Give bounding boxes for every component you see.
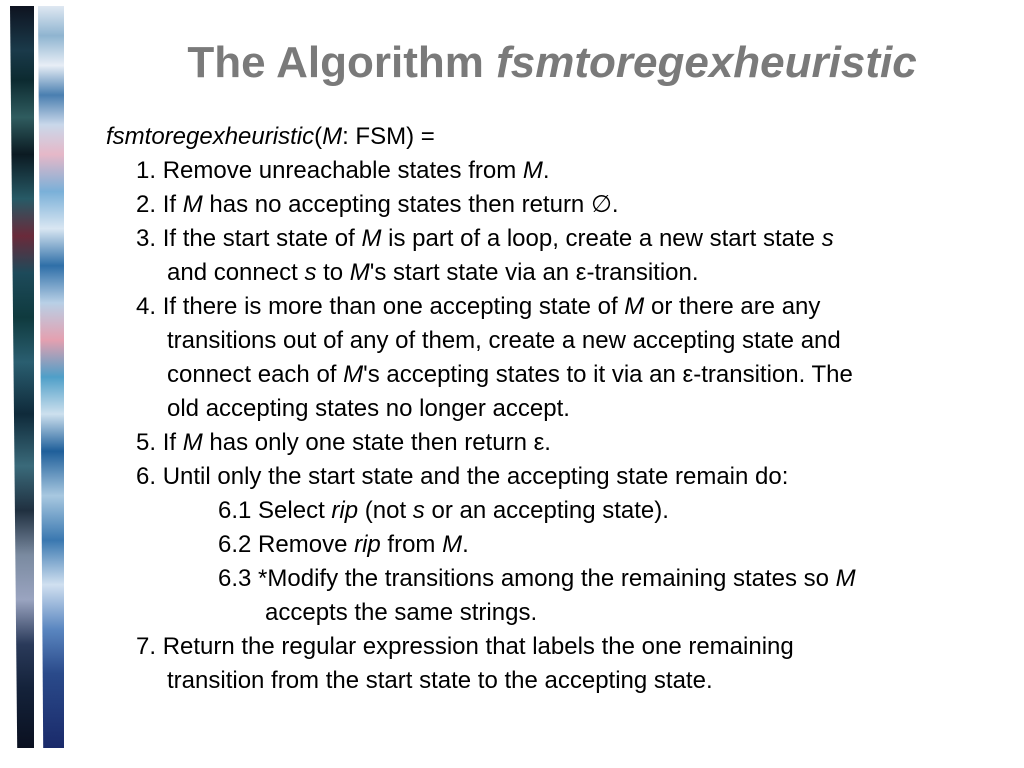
step-text: or an accepting state). xyxy=(424,497,669,524)
param-m: M xyxy=(322,123,343,150)
var-m: M xyxy=(349,259,370,286)
step-text: has no accepting states then return ∅. xyxy=(202,191,619,218)
var-s: s xyxy=(412,497,425,524)
var-rip: rip xyxy=(354,531,381,558)
step-4-line-4: old accepting states no longer accept. xyxy=(167,395,570,422)
step-text: Remove xyxy=(251,531,355,558)
step-number: 6.1 xyxy=(218,497,252,524)
step-text: Return the regular expression that labels the one remaining xyxy=(162,633,794,660)
step-6-3-continued: accepts the same strings. xyxy=(265,599,538,626)
step-5 xyxy=(106,426,1006,460)
step-number: 2. xyxy=(136,191,157,218)
step-text: and connect xyxy=(167,259,305,286)
var-m: M xyxy=(182,429,203,456)
step-text: Remove unreachable states from xyxy=(162,157,523,184)
step-2 xyxy=(106,188,1006,222)
step-text: is part of a loop, create a new start state xyxy=(381,225,822,252)
step-number: 3. xyxy=(136,225,157,252)
step-text: If there is more than one accepting state of xyxy=(162,293,625,320)
step-text: Until only the start state and the accepting state remain do: xyxy=(162,463,789,490)
step-text: . xyxy=(542,157,550,184)
paren-open: ( xyxy=(314,123,323,150)
step-text: 's accepting states to it via an ε-transition. The xyxy=(363,361,853,388)
step-text: . xyxy=(462,531,469,558)
step-4-line-2: transitions out of any of them, create a new accepting state and xyxy=(167,327,841,354)
var-m: M xyxy=(835,565,856,592)
var-s: s xyxy=(821,225,834,252)
decorative-strip-dark xyxy=(10,6,34,748)
step-text: to xyxy=(316,259,350,286)
var-m: M xyxy=(522,157,543,184)
var-m: M xyxy=(442,531,463,558)
title-italic: fsmtoregexheuristic xyxy=(496,38,917,87)
function-signature xyxy=(106,120,1006,154)
step-text: 's start state via an ε-transition. xyxy=(369,259,699,286)
var-m: M xyxy=(361,225,382,252)
step-3-continued xyxy=(106,256,1006,290)
step-7-continued: transition from the start state to the accepting state. xyxy=(167,667,713,694)
signature-rest: : FSM) = xyxy=(342,123,435,150)
step-number: 1. xyxy=(136,157,157,184)
step-text: from xyxy=(380,531,443,558)
algorithm-body xyxy=(106,120,1006,698)
step-number: 7. xyxy=(136,633,157,660)
var-s: s xyxy=(304,259,317,286)
var-m: M xyxy=(624,293,645,320)
var-m: M xyxy=(343,361,364,388)
step-text: Select xyxy=(251,497,332,524)
title-plain: The Algorithm xyxy=(187,38,497,87)
step-text: connect each of xyxy=(167,361,344,388)
step-6-2 xyxy=(106,528,1006,562)
step-text: If xyxy=(162,429,183,456)
step-6-1 xyxy=(106,494,1006,528)
var-rip: rip xyxy=(331,497,359,524)
step-text: (not xyxy=(358,497,413,524)
step-text: or there are any xyxy=(644,293,821,320)
step-text: If xyxy=(162,191,183,218)
step-1 xyxy=(106,154,1006,188)
step-text: has only one state then return ε. xyxy=(202,429,551,456)
step-6 xyxy=(106,460,1006,494)
slide-title xyxy=(0,38,1024,88)
step-number: 4. xyxy=(136,293,157,320)
step-4 xyxy=(106,290,1006,324)
step-number: 6.3 xyxy=(218,565,252,592)
step-6-3 xyxy=(106,562,1006,596)
step-number: 5. xyxy=(136,429,157,456)
step-7 xyxy=(106,630,1006,664)
step-number: 6.2 xyxy=(218,531,252,558)
step-number: 6. xyxy=(136,463,157,490)
step-4-line-3 xyxy=(106,358,1006,392)
function-name: fsmtoregexheuristic xyxy=(106,123,315,150)
decorative-strip-light xyxy=(38,6,64,748)
step-text: *Modify the transitions among the remaining states so xyxy=(251,565,836,592)
step-3 xyxy=(106,222,1006,256)
var-m: M xyxy=(182,191,203,218)
step-text: If the start state of xyxy=(162,225,362,252)
